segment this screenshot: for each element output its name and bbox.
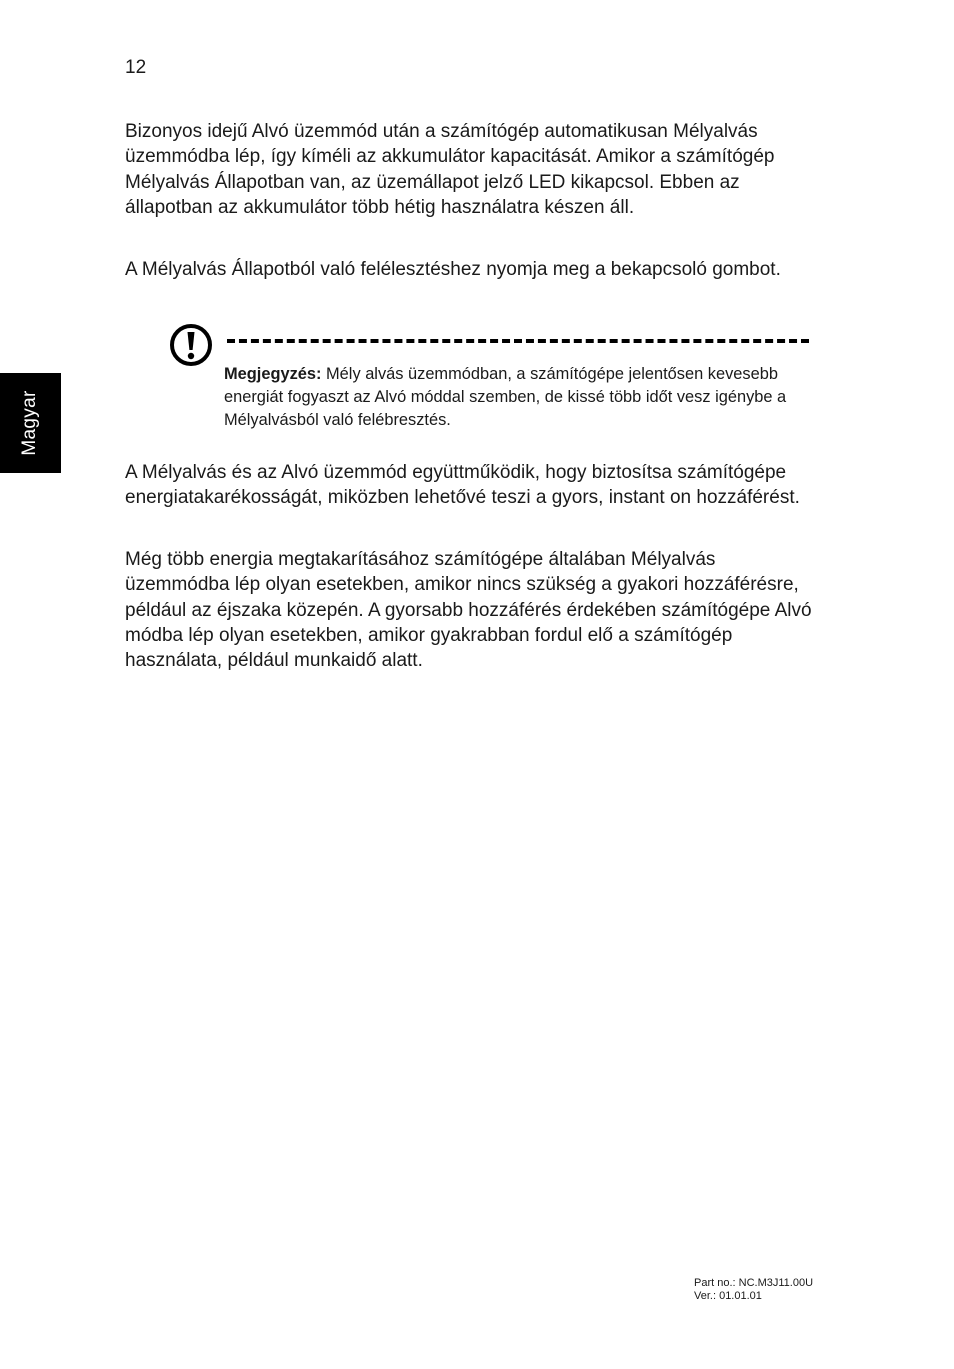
footer-part-number: Part no.: NC.M3J11.00U xyxy=(694,1277,814,1289)
language-side-tab xyxy=(0,373,61,473)
paragraph-energy-saving: Még több energia megtakarításához számítógépe általában Mélyalvás üzemmódba lép olyan esetekben, amikor nincs szükség a gyakori hozzáférésre, például az éjszaka közepén. A gyorsabb hozzáférés érdekében számítógépe Alvó módba lép olyan esetekben, amikor gyakrabban fordul elő a számítógép használata, például munkaidő alatt. xyxy=(125,549,812,672)
note-label: Megjegyzés: xyxy=(224,365,322,383)
note-text: Mély alvás üzemmódban, a számítógépe jelentősen kevesebb energiát fogyaszt az Alvó móddal szemben, de kissé több időt vesz igénybe a Mélyalvásból való felébresztés. xyxy=(224,365,787,429)
page-number: 12 xyxy=(125,57,147,78)
paragraph-wake-from-deep-sleep: A Mélyalvás Állapotból való felélesztéshez nyomja meg a bekapcsoló gombot. xyxy=(125,259,781,280)
paragraph-cooperation: A Mélyalvás és az Alvó üzemmód együttműködik, hogy biztosítsa számítógépe energiatakarékosságát, miközben lehetővé teszi a gyors, instant on hozzáférést. xyxy=(125,462,800,509)
note-block xyxy=(224,363,794,432)
paragraph-deep-sleep-intro: Bizonyos idejű Alvó üzemmód után a számítógép automatikusan Mélyalvás üzemmódba lép, így kíméli az akkumulátor kapacitását. Amikor a számítógép Mélyalvás Állapotban van, az üzemállapot jelző LED kikapcsol. Ebben az állapotban az akkumulátor több hétig használatra készen áll. xyxy=(125,121,775,218)
language-side-tab-label: Magyar xyxy=(19,390,40,456)
exclamation-circle-icon xyxy=(169,323,213,367)
footer xyxy=(694,1277,813,1303)
note-dashed-divider xyxy=(227,339,809,343)
footer-version: Ver.: 01.01.01 xyxy=(694,1290,762,1302)
